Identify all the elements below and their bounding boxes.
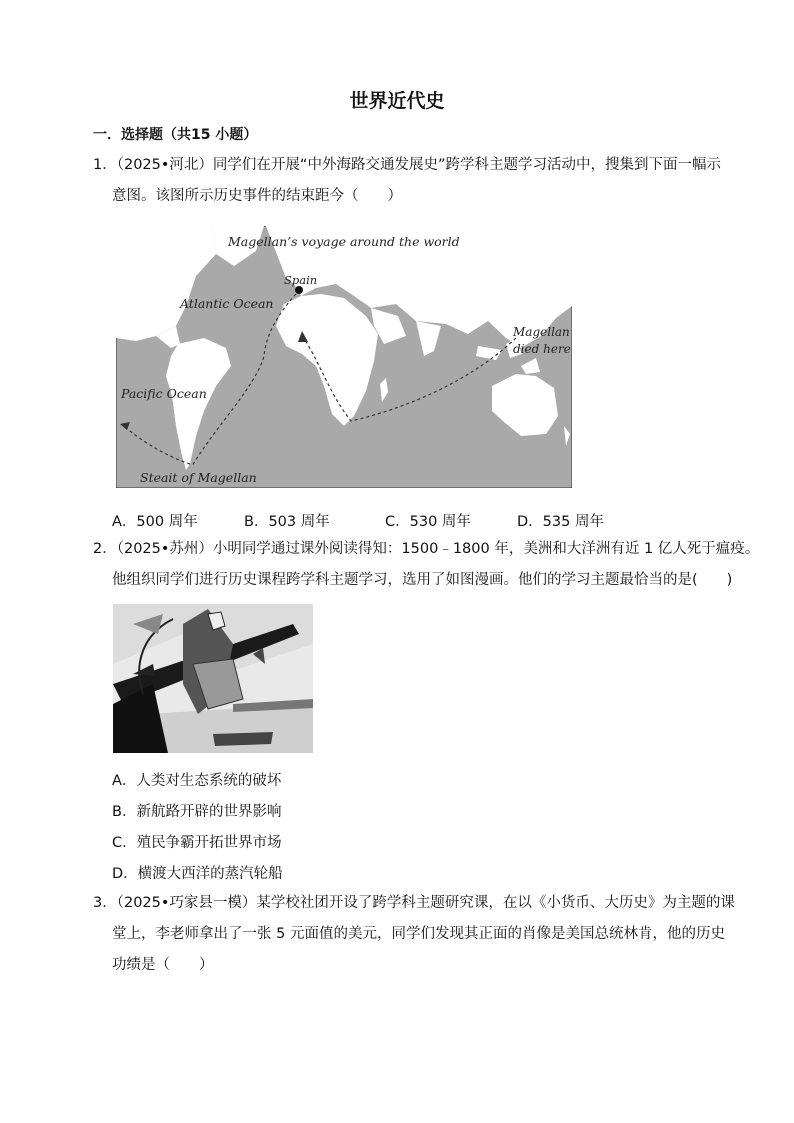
map-label-died-2: died here <box>513 342 571 356</box>
question-2-line-1: 2．（2025•苏州）小明同学通过课外阅读得知：1500﹣1800 年，美洲和大洋洲有近 1 亿人死于瘟疫。 <box>93 541 760 557</box>
q1-option-b[interactable]: B．503 周年 <box>244 514 330 530</box>
plague-cartoon-image <box>113 604 313 753</box>
question-3-line-2: 堂上，李老师拿出了一张 5 元面值的美元，同学们发现其正面的肖像是美国总统林肯，他的历史 <box>112 926 725 942</box>
question-1-line-1: 1．（2025•河北）同学们在开展“中外海路交通发展史”跨学科主题学习活动中，搜集到下面一幅示 <box>93 157 721 173</box>
page-title: 世界近代史 <box>349 90 445 112</box>
map-label-spain: Spain <box>284 273 318 287</box>
q1-option-d[interactable]: D．535 周年 <box>517 514 604 530</box>
magellan-voyage-map <box>116 226 572 488</box>
q2-option-b[interactable]: B．新航路开辟的世界影响 <box>112 804 282 820</box>
q1-option-c[interactable]: C．530 周年 <box>385 514 471 530</box>
q2-option-c[interactable]: C．殖民争霸开拓世界市场 <box>112 835 282 851</box>
q1-option-a[interactable]: A．500 周年 <box>112 514 198 530</box>
question-3-line-1: 3．（2025•巧家县一模）某学校社团开设了跨学科主题研究课，在以《小货币、大历史》为主题的课 <box>93 895 735 911</box>
map-title: Magellan’s voyage around the world <box>228 234 460 249</box>
q2-option-d[interactable]: D．横渡大西洋的蒸汽轮船 <box>112 866 283 882</box>
q2-option-a[interactable]: A．人类对生态系统的破坏 <box>112 773 282 789</box>
map-label-atlantic: Atlantic Ocean <box>180 296 274 311</box>
section-heading: 一．选择题（共15 小题） <box>93 127 258 143</box>
map-label-died-1: Magellan <box>513 325 570 339</box>
map-label-pacific: Pacific Ocean <box>121 386 207 401</box>
question-2-line-2: 他组织同学们进行历史课程跨学科主题学习，选用了如图漫画。他们的学习主题最恰当的是( ) <box>112 572 733 588</box>
question-1-line-2: 意图。该图所示历史事件的结束距今（ ） <box>112 188 402 204</box>
question-3-line-3: 功绩是（ ） <box>112 957 214 973</box>
map-label-strait: Steait of Magellan <box>140 470 257 485</box>
